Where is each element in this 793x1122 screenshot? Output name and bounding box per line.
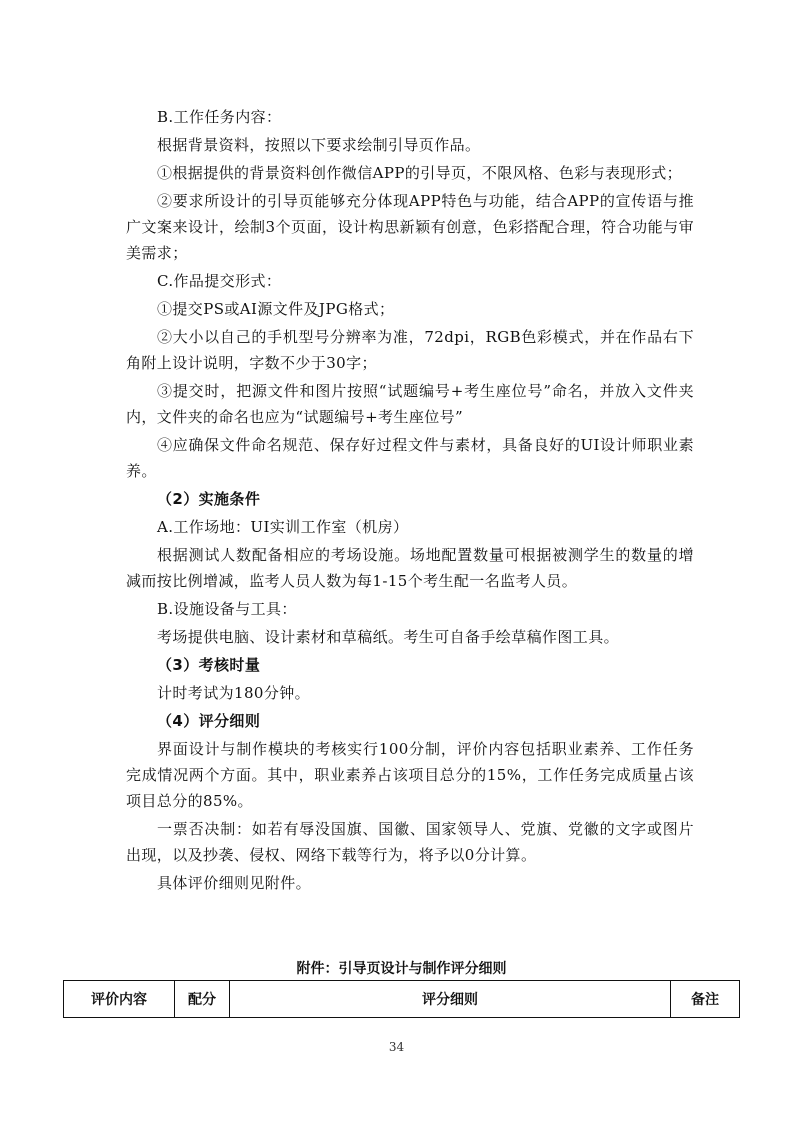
table-header-row — [64, 981, 740, 1018]
paragraph: 界面设计与制作模块的考核实行100分制，评价内容包括职业素养、工作任务完成情况两个方面。其中，职业素养占该项目总分的15%，工作任务完成质量占该项目总分的85%。 — [126, 740, 694, 810]
paragraph: A.工作场地：UI实训工作室（机房） — [157, 518, 409, 536]
paragraph: B.设施设备与工具： — [157, 600, 297, 618]
appendix-table — [63, 980, 740, 1018]
paragraph: ①提交PS或AI源文件及JPG格式； — [157, 300, 395, 318]
section-heading: （2）实施条件 — [157, 490, 261, 508]
appendix-title: 附件：引导页设计与制作评分细则 — [296, 961, 507, 977]
paragraph: 根据背景资料，按照以下要求绘制引导页作品。 — [157, 136, 481, 154]
paragraph: ④应确保文件命名规范、保存好过程文件与素材，具备良好的UI设计师职业素养。 — [126, 436, 694, 480]
paragraph: 考场提供电脑、设计素材和草稿纸。考生可自备手绘草稿作图工具。 — [157, 628, 620, 646]
body-text — [126, 104, 694, 898]
column-header-score: 配分 — [175, 981, 230, 1018]
column-header-content: 评价内容 — [64, 981, 175, 1018]
paragraph: ①根据提供的背景资料创作微信APP的引导页，不限风格、色彩与表现形式； — [157, 164, 683, 182]
section-heading: （4）评分细则 — [157, 712, 261, 730]
paragraph: 具体评价细则见附件。 — [157, 874, 312, 892]
paragraph: B.工作任务内容： — [157, 108, 282, 126]
paragraph: 计时考试为180分钟。 — [157, 684, 311, 702]
column-header-criteria: 评分细则 — [230, 981, 671, 1018]
paragraph: 根据测试人数配备相应的考场设施。场地配置数量可根据被测学生的数量的增减而按比例增减，监考人员人数为每1-15个考生配一名监考人员。 — [126, 546, 694, 590]
paragraph: ②大小以自己的手机型号分辨率为准，72dpi，RGB色彩模式，并在作品右下角附上设计说明，字数不少于30字； — [126, 328, 694, 372]
section-heading: （3）考核时量 — [157, 656, 261, 674]
paragraph: 一票否决制：如若有辱没国旗、国徽、国家领导人、党旗、党徽的文字或图片出现，以及抄袭、侵权、网络下载等行为，将予以0分计算。 — [126, 820, 694, 864]
paragraph: ③提交时，把源文件和图片按照“试题编号+考生座位号”命名，并放入文件夹内，文件夹的命名也应为“试题编号+考生座位号” — [126, 382, 694, 426]
page-number: 34 — [388, 1040, 405, 1054]
paragraph: ②要求所设计的引导页能够充分体现APP特色与功能，结合APP的宣传语与推广文案来设计，绘制3个页面，设计构思新颖有创意，色彩搭配合理，符合功能与审美需求； — [126, 192, 694, 262]
paragraph: C.作品提交形式： — [157, 272, 282, 290]
column-header-notes: 备注 — [671, 981, 740, 1018]
